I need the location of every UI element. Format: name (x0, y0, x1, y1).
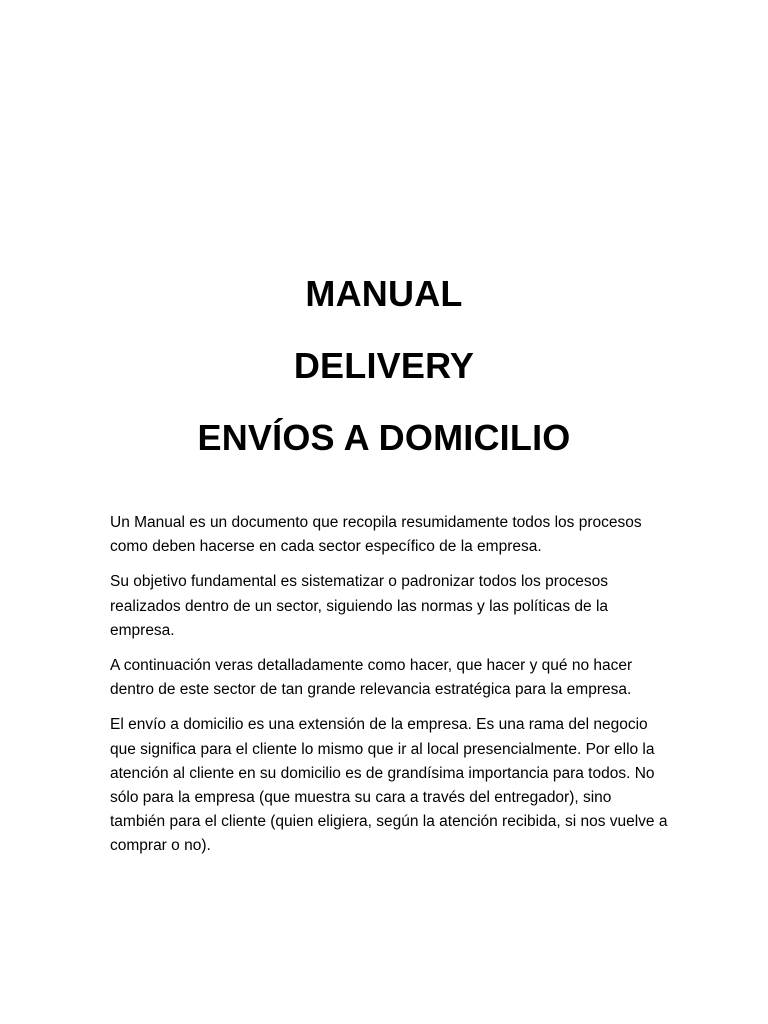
paragraph-delivery-importance: El envío a domicilio es una extensión de la empresa. Es una rama del negocio que significa para el cliente lo mismo que ir al local presencialmente. Por ello la atención al cliente en su domicilio es de grandísima importancia para todos. No sólo para la empresa (que muestra su cara a través del entregador), sino también para el cliente (quien eligiera, según la atención recibida, si nos vuelve a comprar o no). (110, 716, 668, 855)
title-line-delivery: DELIVERY (293, 345, 475, 386)
document-body (110, 511, 670, 870)
paragraph-continuation: A continuación veras detalladamente como hacer, que hacer y qué no hacer dentro de este sector de tan grande relevancia estratégica para la empresa. (110, 657, 633, 699)
document-title (0, 258, 768, 474)
title-line-manual: MANUAL (305, 273, 463, 314)
paragraph-definition: Un Manual es un documento que recopila resumidamente todos los procesos como deben hacerse en cada sector específico de la empresa. (110, 514, 642, 556)
title-line-envios: ENVÍOS A DOMICILIO (197, 417, 571, 458)
paragraph-objective: Su objetivo fundamental es sistematizar o padronizar todos los procesos realizados dentro de un sector, siguiendo las normas y las políticas de la empresa. (110, 573, 609, 639)
